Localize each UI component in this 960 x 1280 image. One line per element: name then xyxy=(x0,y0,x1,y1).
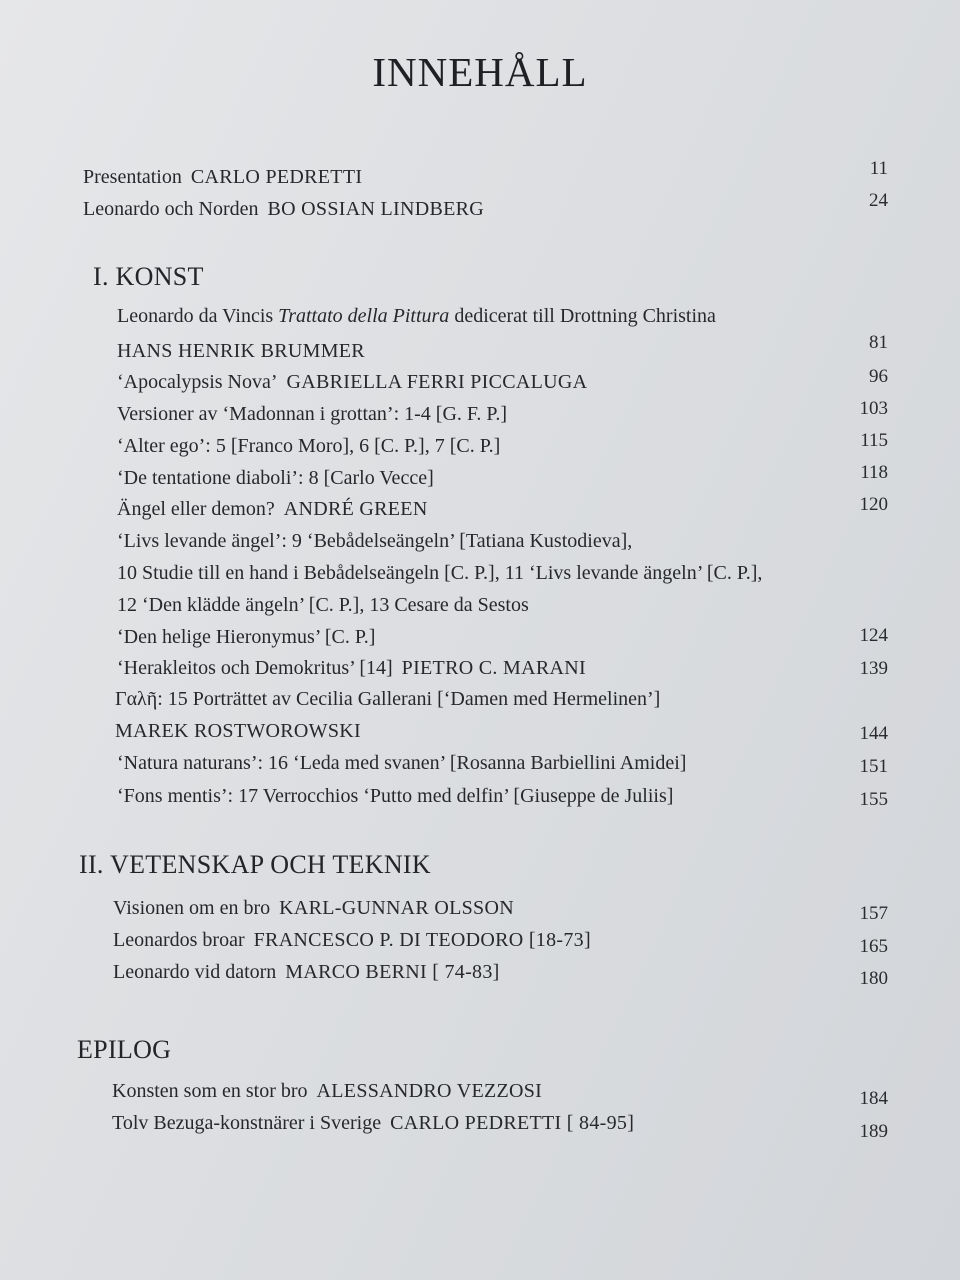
entry-title-part: Leonardo da Vincis xyxy=(117,305,279,327)
entry-title: ‘Herakleitos och Demokritus’ [14] xyxy=(117,657,393,679)
page-number: 96 xyxy=(869,366,888,387)
entry-author: BO OSSIAN LINDBERG xyxy=(267,198,485,220)
page-number: 24 xyxy=(869,190,888,211)
entry-author: ALESSANDRO VEZZOSI xyxy=(316,1080,543,1102)
toc-entry-fons-mentis xyxy=(117,785,673,808)
toc-entry-trattato xyxy=(117,305,716,328)
page-number: 180 xyxy=(859,968,888,989)
entry-title: ‘Alter ego’: 5 [Franco Moro], 6 [C. P.], 7 [C. P.] xyxy=(117,435,501,457)
entry-title-italic: Trattato della Pittura xyxy=(278,305,450,327)
entry-title: Leonardos broar xyxy=(113,929,245,951)
toc-entry-gale-line1 xyxy=(115,688,660,711)
toc-entry-angel-eller-demon xyxy=(117,498,428,521)
toc-entry-visionen xyxy=(113,897,514,920)
entry-title: 12 ‘Den klädde ängeln’ [C. P.], 13 Cesare da Sestos xyxy=(117,594,529,616)
entry-author: HANS HENRIK BRUMMER xyxy=(117,340,365,362)
page-title: INNEHÅLL xyxy=(372,49,588,95)
entry-title: Versioner av ‘Madonnan i grottan’: 1-4 [G. F. P.] xyxy=(117,403,507,425)
page-number: 155 xyxy=(859,789,888,810)
toc-entry-leonardo-vid-datorn xyxy=(113,961,500,984)
entry-title: Γαλῆ: 15 Porträttet av Cecilia Gallerani [‘Damen med Hermelinen’] xyxy=(115,688,661,710)
toc-entry-herakleitos xyxy=(117,657,586,680)
entry-author: CARLO PEDRETTI xyxy=(190,166,363,188)
entry-title: Visionen om en bro xyxy=(113,897,271,919)
entry-author: GABRIELLA FERRI PICCALUGA xyxy=(286,371,588,393)
section-heading-epilog: EPILOG xyxy=(77,1035,172,1064)
entry-title: 10 Studie till en hand i Bebådelseängeln [C. P.], 11 ‘Livs levande ängeln’ [C. P.], xyxy=(117,562,763,584)
toc-entry-apocalypsis xyxy=(117,371,587,394)
entry-author: MARCO BERNI [ 74-83] xyxy=(285,961,500,983)
page-number: 11 xyxy=(869,158,888,179)
toc-entry-presentation xyxy=(83,166,362,189)
entry-title: Tolv Bezuga-konstnärer i Sverige xyxy=(112,1112,382,1134)
page-number: 115 xyxy=(860,430,888,451)
page-number: 81 xyxy=(869,332,888,353)
entry-title: ‘Livs levande ängel’: 9 ‘Bebådelseängeln’ [Tatiana Kustodieva], xyxy=(117,530,633,552)
page-number: 144 xyxy=(859,723,888,744)
toc-entry-leonardo-och-norden xyxy=(83,198,484,221)
section-heading-konst: I. KONST xyxy=(93,262,204,291)
page-number: 118 xyxy=(860,462,888,483)
entry-title-part: dedicerat till Drottning Christina xyxy=(449,305,716,327)
section-heading-vetenskap: II. VETENSKAP OCH TEKNIK xyxy=(79,850,431,879)
page-number: 184 xyxy=(859,1088,888,1109)
entry-title: Leonardo och Norden xyxy=(83,198,259,220)
entry-title: ‘De tentatione diaboli’: 8 [Carlo Vecce] xyxy=(117,467,434,489)
page-number: 139 xyxy=(859,658,888,679)
entry-author: MAREK ROSTWOROWSKI xyxy=(115,720,361,742)
entry-title: ‘Fons mentis’: 17 Verrocchios ‘Putto med delfin’ [Giuseppe de Juliis] xyxy=(117,785,674,807)
page-number: 124 xyxy=(859,625,888,646)
toc-entry-author-line xyxy=(117,340,365,363)
entry-title: ‘Natura naturans’: 16 ‘Leda med svanen’ [Rosanna Barbiellini Amidei] xyxy=(117,752,687,774)
toc-entry-leonardos-broar xyxy=(113,929,591,952)
page-number: 165 xyxy=(859,936,888,957)
page-number: 151 xyxy=(859,756,888,777)
page-number: 120 xyxy=(859,494,888,515)
page-number: 157 xyxy=(859,903,888,924)
page-number: 189 xyxy=(859,1121,888,1142)
toc-entry-gale-author-line xyxy=(115,720,361,743)
entry-title: ‘Apocalypsis Nova’ xyxy=(117,371,278,393)
toc-entry-tolv-bezuga xyxy=(112,1112,634,1135)
entry-author: FRANCESCO P. DI TEODORO [18-73] xyxy=(253,929,591,951)
toc-entry-livs-levande-line1 xyxy=(117,530,632,553)
entry-author: PIETRO C. MARANI xyxy=(401,657,586,679)
entry-title: Leonardo vid datorn xyxy=(113,961,277,983)
entry-title: Ängel eller demon? xyxy=(117,498,275,520)
toc-entry-natura-naturans xyxy=(117,752,686,775)
toc-entry-madonnan xyxy=(117,403,507,426)
toc-entry-konsten-som-en-stor-bro xyxy=(112,1080,542,1103)
entry-author: CARLO PEDRETTI [ 84-95] xyxy=(390,1112,635,1134)
toc-entry-de-tentatione xyxy=(117,467,434,490)
toc-entry-livs-levande-line2 xyxy=(117,562,762,585)
entry-title: Presentation xyxy=(83,166,182,188)
entry-title: ‘Den helige Hieronymus’ [C. P.] xyxy=(117,626,376,648)
toc-entry-livs-levande-line3 xyxy=(117,594,529,617)
entry-author: KARL-GUNNAR OLSSON xyxy=(279,897,514,919)
entry-title: Konsten som en stor bro xyxy=(112,1080,308,1102)
entry-author: ANDRÉ GREEN xyxy=(283,498,428,520)
page-number: 103 xyxy=(859,398,888,419)
toc-entry-alter-ego xyxy=(117,435,500,458)
toc-entry-livs-levande-line4 xyxy=(117,626,375,649)
